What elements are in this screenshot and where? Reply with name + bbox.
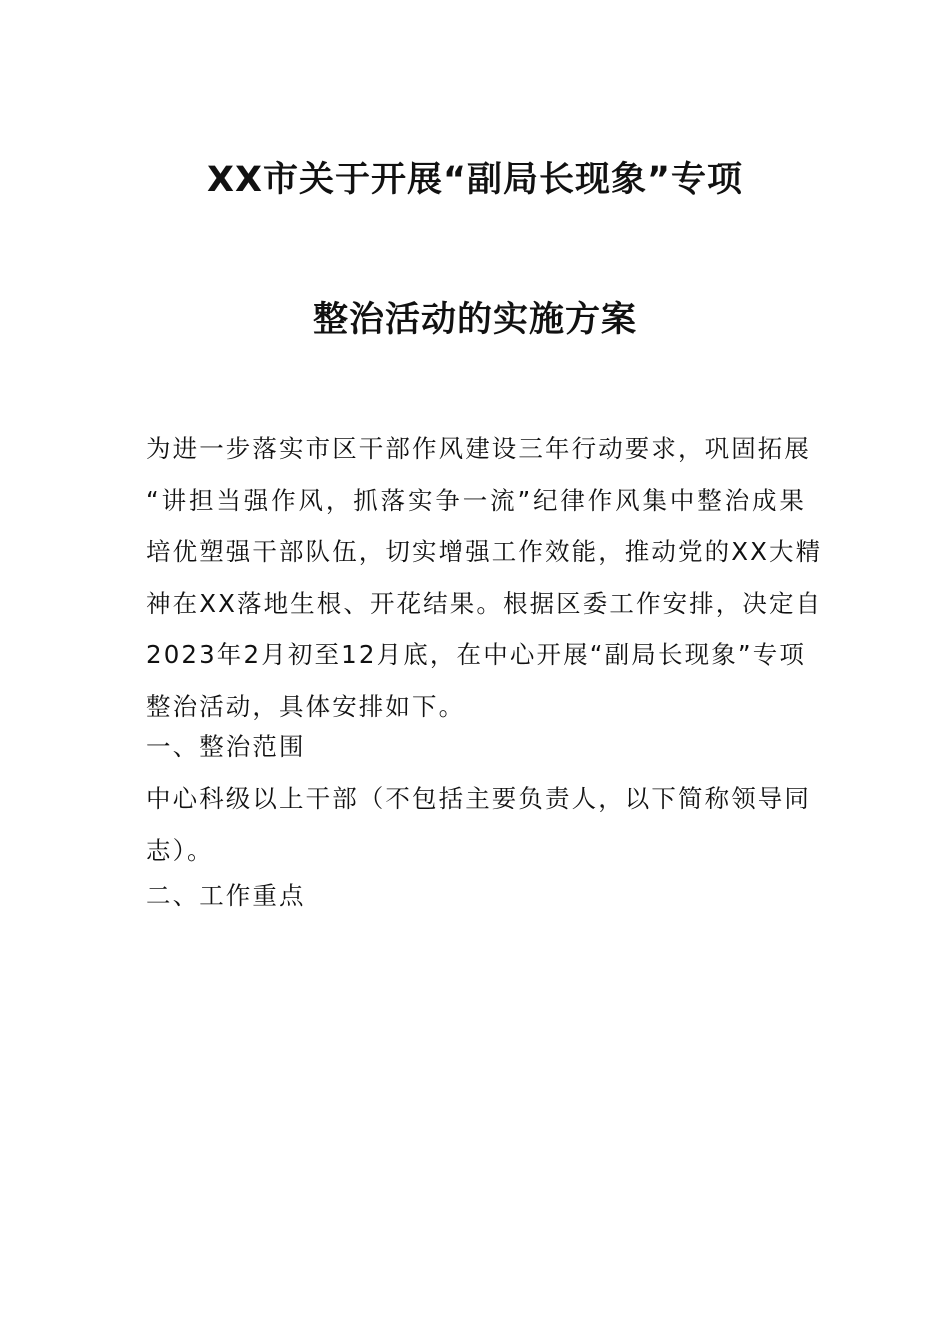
document-title-line-1: XX市关于开展“副局长现象”专项 — [207, 160, 743, 200]
intro-line: 为进一步落实市区干部作风建设三年行动要求，巩固拓展 — [146, 434, 811, 463]
intro-line: 整治活动，具体安排如下。 — [146, 691, 466, 721]
scope-line: 中心科级以上干部（不包括主要负责人，以下简称领导同 — [146, 784, 811, 813]
scope-line: 志）。 — [146, 835, 214, 865]
document-title-line-2: 整治活动的实施方案 — [312, 300, 637, 340]
intro-line: 培优塑强干部队伍，切实增强工作效能，推动党的XX大精 — [146, 537, 823, 567]
scope-paragraph — [146, 773, 811, 876]
section-heading-focus — [146, 870, 806, 922]
section-heading-text: 一、整治范围 — [146, 732, 306, 761]
section-heading-text: 二、工作重点 — [146, 881, 306, 910]
section-heading-scope — [146, 721, 806, 773]
intro-line: 2023年2月初至12月底，在中心开展“副局长现象”专项 — [146, 640, 806, 670]
intro-line: “讲担当强作风，抓落实争一流”纪律作风集中整治成果 — [146, 485, 806, 515]
intro-paragraph — [146, 423, 823, 733]
intro-line: 神在XX落地生根、开花结果。根据区委工作安排，决定自 — [146, 588, 823, 618]
